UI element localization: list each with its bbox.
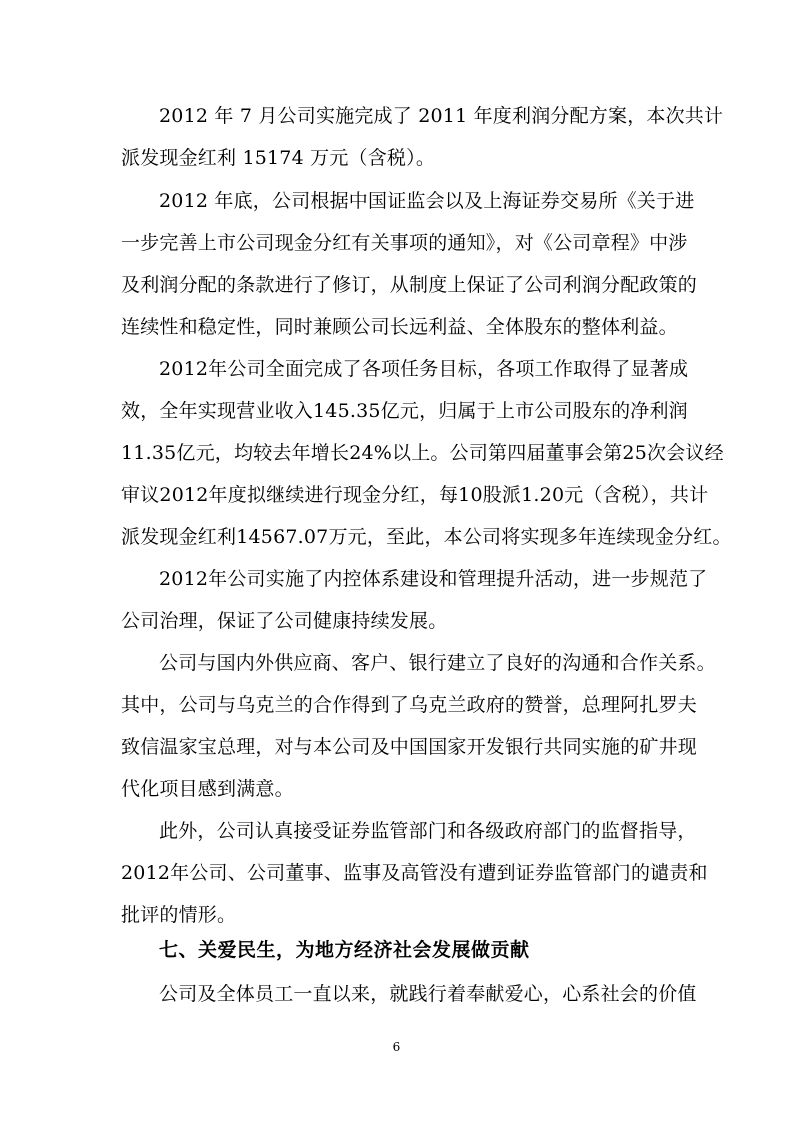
paragraph-4-line-2: 公司治理，保证了公司健康持续发展。 [121, 610, 448, 632]
paragraph-5-line-4: 代化项目感到满意。 [121, 778, 294, 800]
paragraph-6-line-1: 此外，公司认真接受证券监管部门和各级政府部门的监督指导， [159, 820, 697, 842]
paragraph-2-line-3: 及利润分配的条款进行了修订，从制度上保证了公司利润分配政策的 [121, 274, 698, 296]
paragraph-5-line-1: 公司与国内外供应商、客户、银行建立了良好的沟通和合作关系。 [159, 652, 716, 674]
section-heading: 七、关爱民生，为地方经济社会发展做贡献 [159, 939, 530, 961]
paragraph-6-line-2: 2012年公司、公司董事、监事及高管没有遭到证券监管部门的谴责和 [121, 862, 708, 884]
paragraph-5-line-3: 致信温家宝总理，对与本公司及中国国家开发银行共同实施的矿井现 [121, 736, 698, 758]
paragraph-1-line-1: 2012 年 7 月公司实施完成了 2011 年度利润分配方案，本次共计 [159, 105, 724, 127]
paragraph-3-line-1: 2012年公司全面完成了各项任务目标，各项工作取得了显著成 [159, 358, 689, 380]
paragraph-4-line-1: 2012年公司实施了内控体系建设和管理提升活动，进一步规范了 [159, 568, 708, 590]
paragraph-5-line-2: 其中，公司与乌克兰的合作得到了乌克兰政府的赞誉，总理阿扎罗夫 [121, 694, 698, 716]
paragraph-3-line-5: 派发现金红利14567.07万元，至此，本公司将实现多年连续现金分红。 [121, 526, 732, 548]
paragraph-2-line-1: 2012 年底，公司根据中国证监会以及上海证券交易所《关于进 [159, 190, 695, 212]
final-paragraph-line-1: 公司及全体员工一直以来，就践行着奉献爱心，心系社会的价值 [159, 983, 697, 1005]
paragraph-3-line-3: 11.35亿元，均较去年增长24%以上。公司第四届董事会第25次会议经 [121, 442, 724, 464]
paragraph-2-line-2: 一步完善上市公司现金分红有关事项的通知》，对《公司章程》中涉 [121, 232, 688, 254]
paragraph-1-line-2: 派发现金红利 15174 万元（含税）。 [121, 147, 436, 169]
page-number: 6 [392, 1040, 401, 1054]
paragraph-3-line-2: 效，全年实现营业收入145.35亿元，归属于上市公司股东的净利润 [121, 400, 688, 422]
paragraph-2-line-4: 连续性和稳定性，同时兼顾公司长远利益、全体股东的整体利益。 [121, 316, 678, 338]
paragraph-3-line-4: 审议2012年度拟继续进行现金分红，每10股派1.20元（含税），共计 [121, 484, 709, 506]
paragraph-6-line-3: 批评的情形。 [121, 904, 237, 926]
